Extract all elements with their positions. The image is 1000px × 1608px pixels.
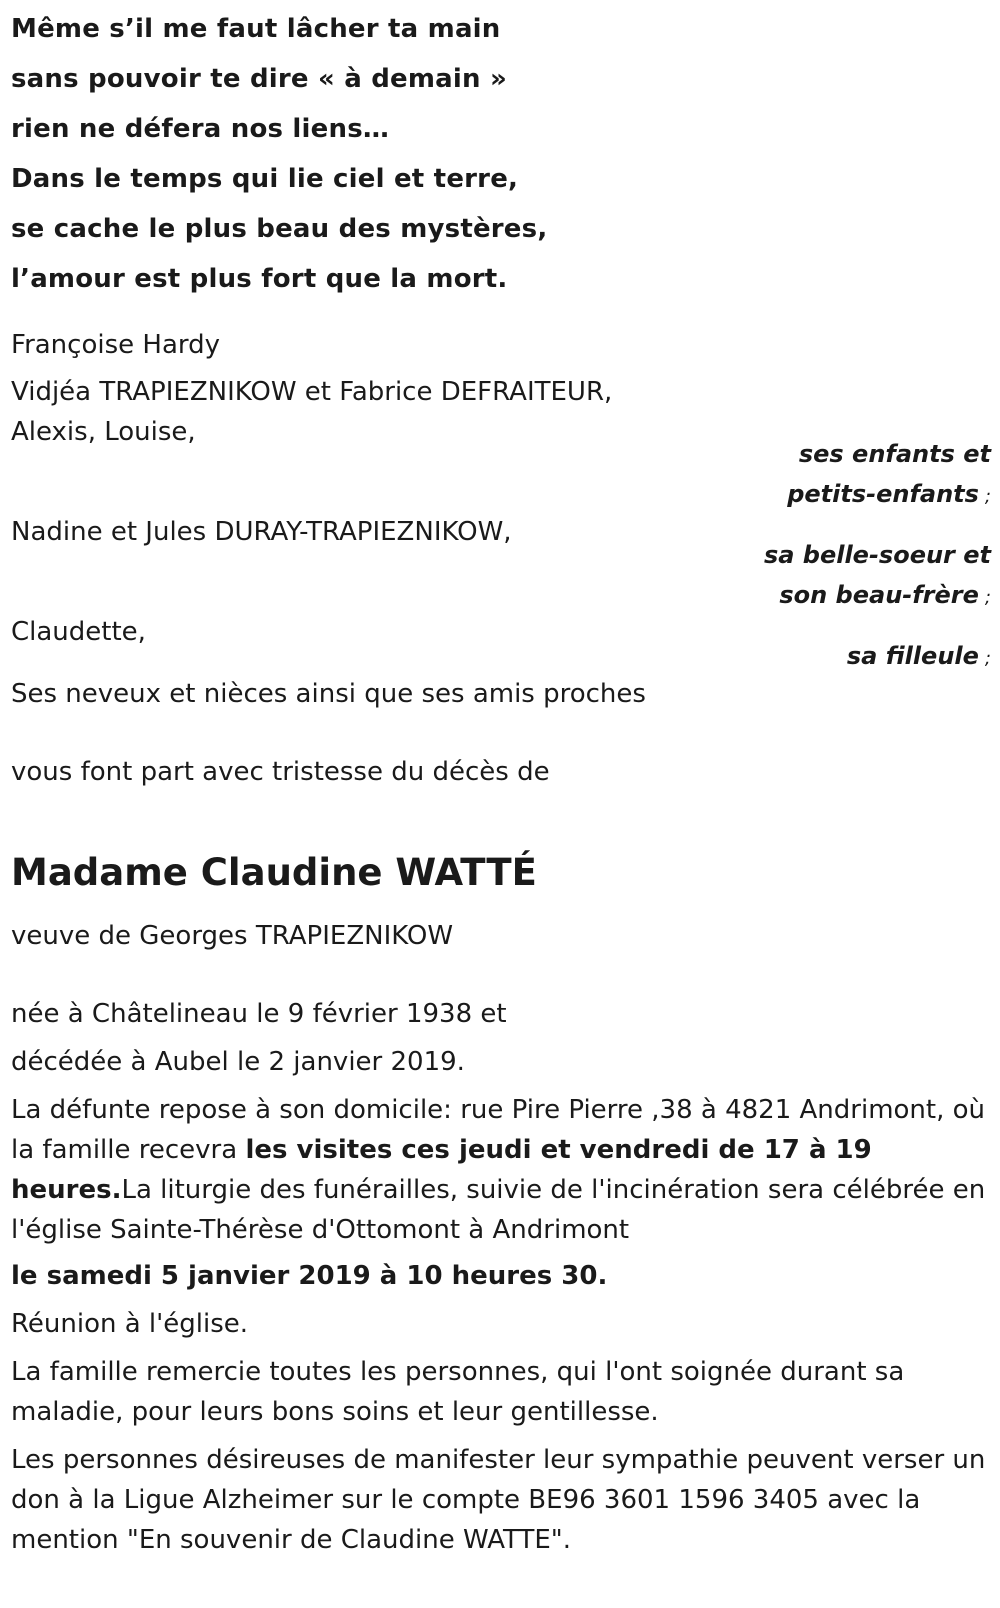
birth-info: née à Châtelineau le 9 février 1938 et — [11, 999, 507, 1029]
children-names: Vidjéa TRAPIEZNIKOW et Fabrice DEFRAITEUR, — [11, 377, 613, 407]
poem-line: sans pouvoir te dire « à demain » — [11, 64, 507, 94]
poem-line: rien ne défera nos liens… — [11, 114, 390, 144]
rest-text: La liturgie des funérailles, suivie de l'incinération sera célébrée en l'église Sainte-Thérèse d'Ottomont à Andrimont — [11, 1175, 986, 1245]
meeting-note: Réunion à l'église. — [11, 1309, 249, 1339]
poem-line: Dans le temps qui lie ciel et terre, — [11, 164, 519, 194]
poem-author: Françoise Hardy — [11, 330, 221, 360]
relation-goddaughter — [847, 636, 991, 679]
relation-sister-in-law — [764, 535, 991, 618]
semicolon: ; — [984, 648, 991, 669]
relation-text: ses enfants et — [798, 440, 991, 468]
goddaughter-name: Claudette, — [11, 617, 146, 647]
poem-line: se cache le plus beau des mystères, — [11, 214, 548, 244]
visiting-hours: les visites ces jeudi et vendredi de 17 à 19 heures. — [11, 1135, 872, 1205]
relation-text: petits-enfants — [787, 480, 979, 508]
relation-text: sa belle-soeur et — [763, 541, 991, 569]
deceased-name: Madame Claudine WATTÉ — [11, 851, 537, 894]
thanks-paragraph: La famille remercie toutes les personnes, qui l'ont soignée durant sa maladie, pour leurs bons soins et leur gentillesse. — [11, 1357, 905, 1427]
grandchildren-names: Alexis, Louise, — [11, 417, 196, 447]
death-info: décédée à Aubel le 2 janvier 2019. — [11, 1047, 465, 1077]
ceremony-date: le samedi 5 janvier 2019 à 10 heures 30. — [11, 1261, 608, 1291]
poem-line: Même s’il me faut lâcher ta main — [11, 14, 501, 44]
relation-text: son beau-frère — [779, 581, 979, 609]
relation-children — [787, 434, 991, 517]
poem-line: l’amour est plus fort que la mort. — [11, 264, 508, 294]
others-line: Ses neveux et nièces ainsi que ses amis proches — [11, 679, 646, 709]
semicolon: ; — [984, 587, 991, 608]
donation-paragraph: Les personnes désireuses de manifester leur sympathie peuvent verser un don à la Ligue Alzheimer sur le compte BE96 3601 1596 3405 avec la mention "En souvenir de Claudine WATTE". — [11, 1445, 986, 1555]
poem — [11, 4, 547, 304]
semicolon: ; — [984, 486, 991, 507]
announcement: vous font part avec tristesse du décès de — [11, 757, 550, 787]
widow-of: veuve de Georges TRAPIEZNIKOW — [11, 921, 454, 951]
rest-paragraph — [11, 1090, 996, 1250]
sister-in-law-names: Nadine et Jules DURAY-TRAPIEZNIKOW, — [11, 517, 512, 547]
rest-text: La défunte repose à son domicile: rue Pire Pierre ,38 à 4821 Andrimont, où la famille recevra — [11, 1095, 986, 1165]
relation-text: sa filleule — [846, 642, 979, 670]
